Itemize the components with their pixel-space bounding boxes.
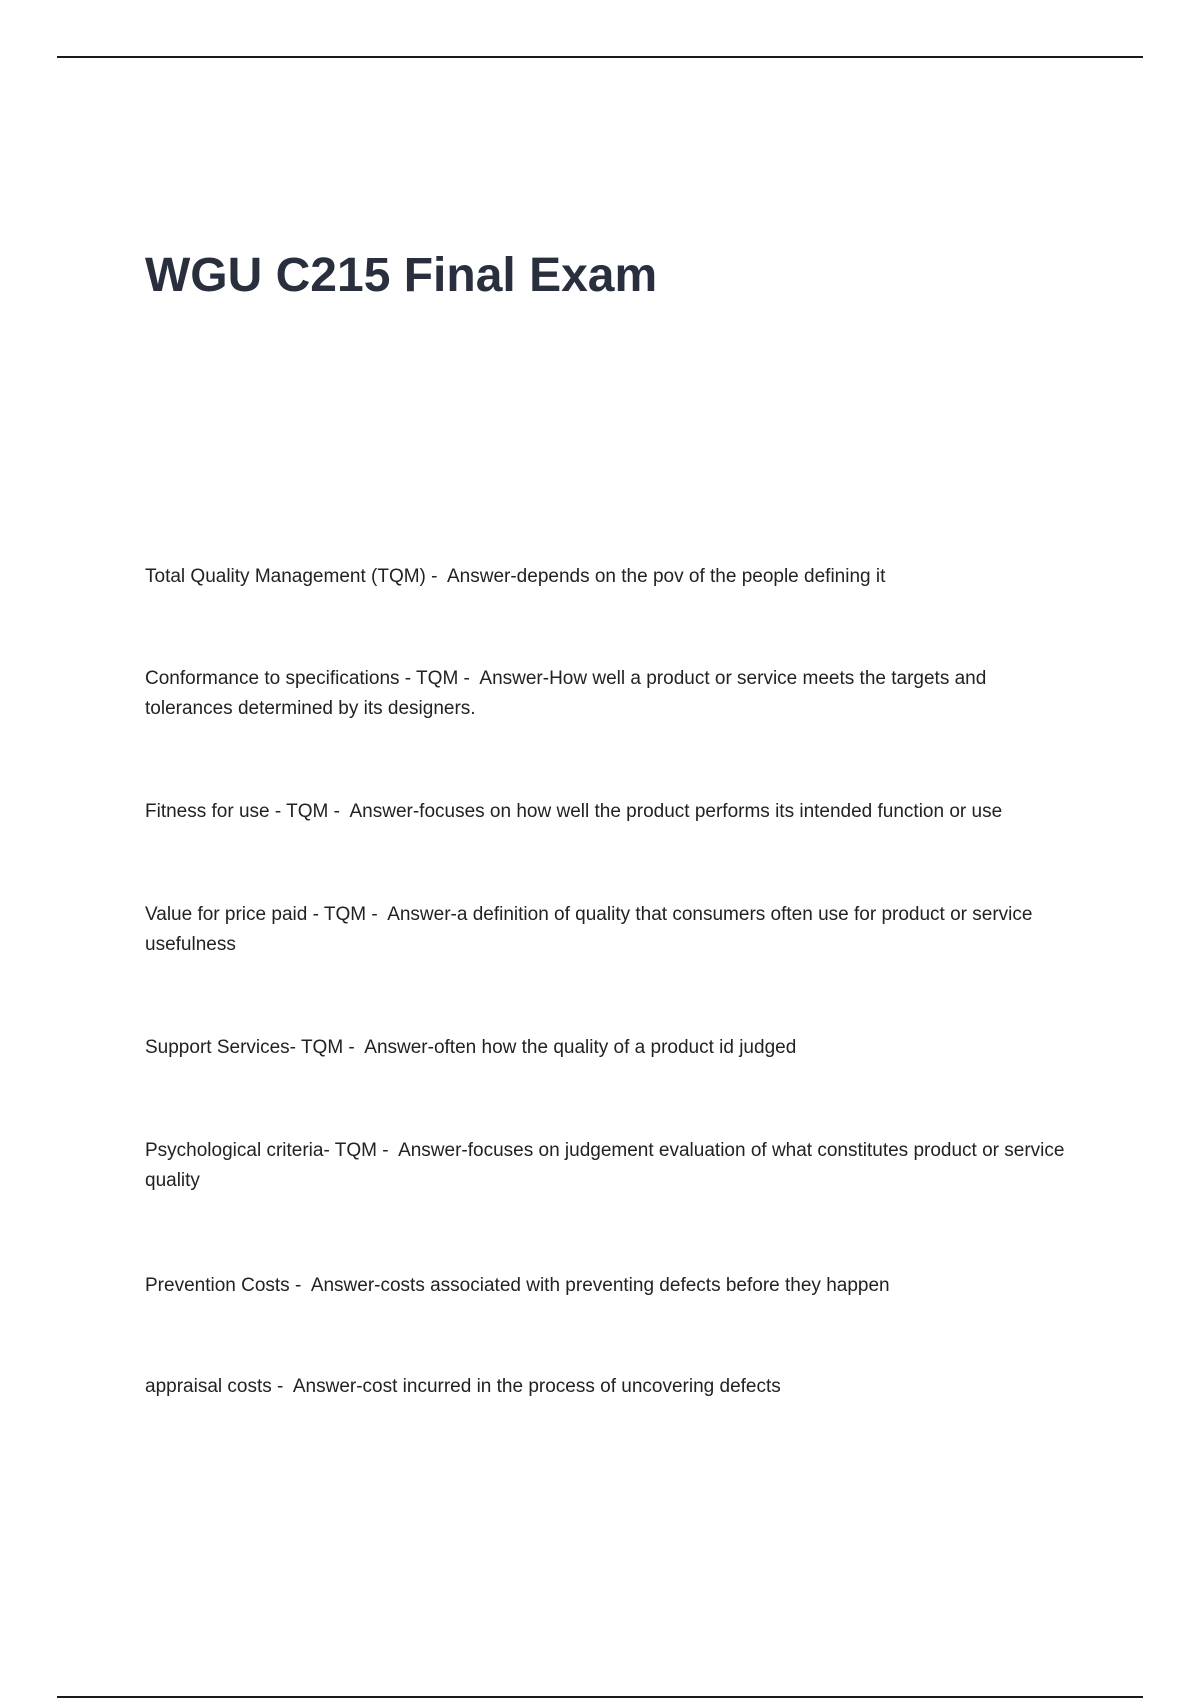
qa-answer: Answer-a definition of quality that consumers often use for product or service usefulness	[145, 904, 1033, 955]
qa-item	[145, 900, 1075, 960]
qa-term: Fitness for use - TQM -	[145, 801, 349, 822]
qa-term: appraisal costs -	[145, 1376, 293, 1397]
qa-answer: Answer-focuses on judgement evaluation of what constitutes product or service quality	[145, 1140, 1065, 1191]
qa-answer: Answer-depends on the pov of the people defining it	[447, 566, 886, 587]
qa-item	[145, 1372, 1075, 1402]
top-divider	[57, 56, 1143, 58]
qa-term: Psychological criteria- TQM -	[145, 1140, 398, 1161]
qa-item	[145, 664, 1075, 724]
qa-answer: Answer-How well a product or service meets the targets and tolerances determined by its designers.	[145, 668, 987, 719]
qa-term: Total Quality Management (TQM) -	[145, 566, 447, 587]
bottom-divider	[57, 1696, 1143, 1698]
qa-item	[145, 1271, 1075, 1301]
qa-term: Support Services- TQM -	[145, 1037, 364, 1058]
qa-item	[145, 797, 1075, 827]
qa-term: Conformance to specifications - TQM -	[145, 668, 479, 689]
qa-answer: Answer-costs associated with preventing defects before they happen	[310, 1275, 890, 1296]
qa-answer: Answer-focuses on how well the product performs its intended function or use	[349, 801, 1003, 822]
qa-answer: Answer-cost incurred in the process of uncovering defects	[292, 1376, 781, 1397]
qa-answer: Answer-often how the quality of a product id judged	[364, 1037, 797, 1058]
qa-item	[145, 1136, 1075, 1196]
qa-term: Prevention Costs -	[145, 1275, 311, 1296]
qa-item	[145, 562, 1075, 592]
document-title: WGU C215 Final Exam	[145, 249, 658, 302]
qa-item	[145, 1033, 1075, 1063]
qa-term: Value for price paid - TQM -	[145, 904, 387, 925]
